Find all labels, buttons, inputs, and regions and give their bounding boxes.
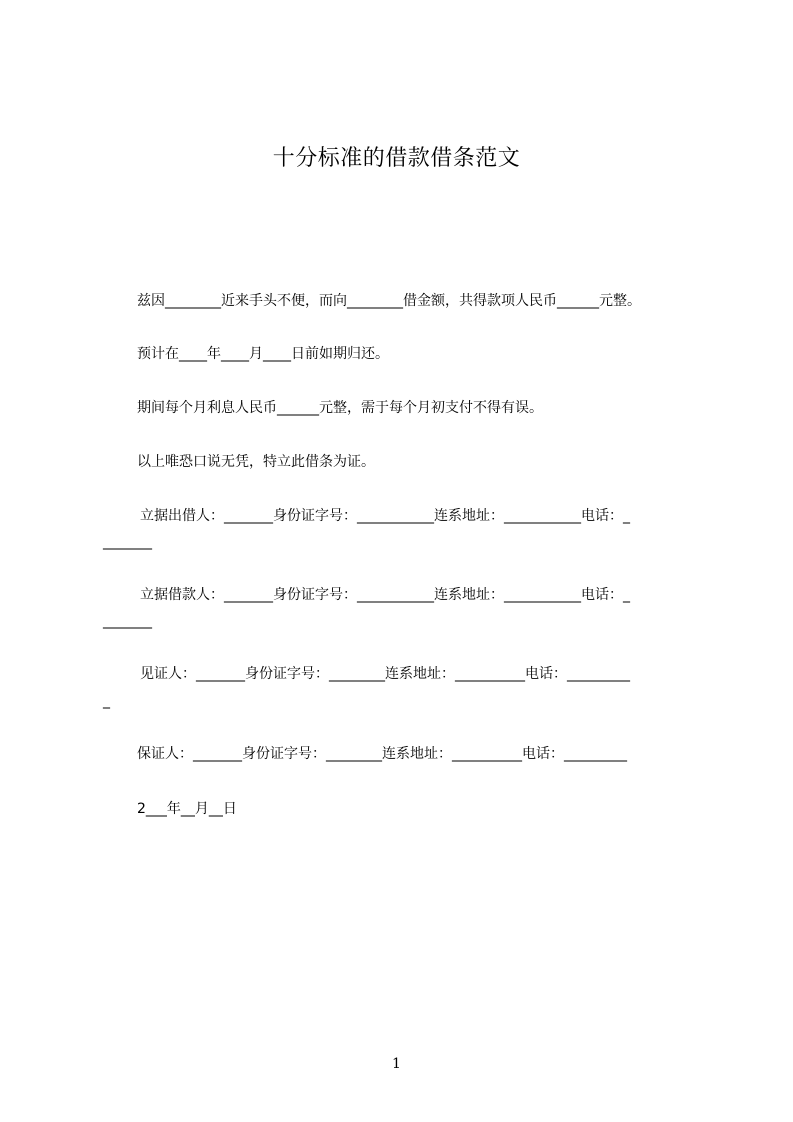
signer-witness-line: 见证人：_______身份证字号：________连系地址：__________电话：_________ [140, 666, 630, 682]
paragraph-repayment-date: 预计在____年____月____日前如期归还。 [137, 346, 389, 362]
signer-witness-continuation: _ [103, 693, 110, 709]
paragraph-proof-statement: 以上唯恐口说无凭，特立此借条为证。 [137, 454, 375, 470]
paragraph-loan-reason: 兹因________近来手头不便，而向________借金额，共得款项人民币______元整。 [137, 293, 641, 309]
signer-borrower-line: 立据借款人：_______身份证字号：___________连系地址：___________电话：_ [140, 587, 630, 603]
document-title: 十分标准的借款借条范文 [272, 146, 521, 171]
signer-lender-continuation: _______ [103, 534, 152, 550]
signer-guarantor-line: 保证人：_______身份证字号：________连系地址：__________电话：_________ [137, 746, 627, 762]
paragraph-interest: 期间每个月利息人民币______元整，需于每个月初支付不得有误。 [137, 400, 543, 416]
signer-lender-line: 立据出借人：_______身份证字号：___________连系地址：___________电话：_ [140, 508, 630, 524]
signer-borrower-continuation: _______ [103, 613, 152, 629]
page-number: 1 [392, 1056, 401, 1072]
date-line: 2___年__月__日 [137, 801, 237, 817]
